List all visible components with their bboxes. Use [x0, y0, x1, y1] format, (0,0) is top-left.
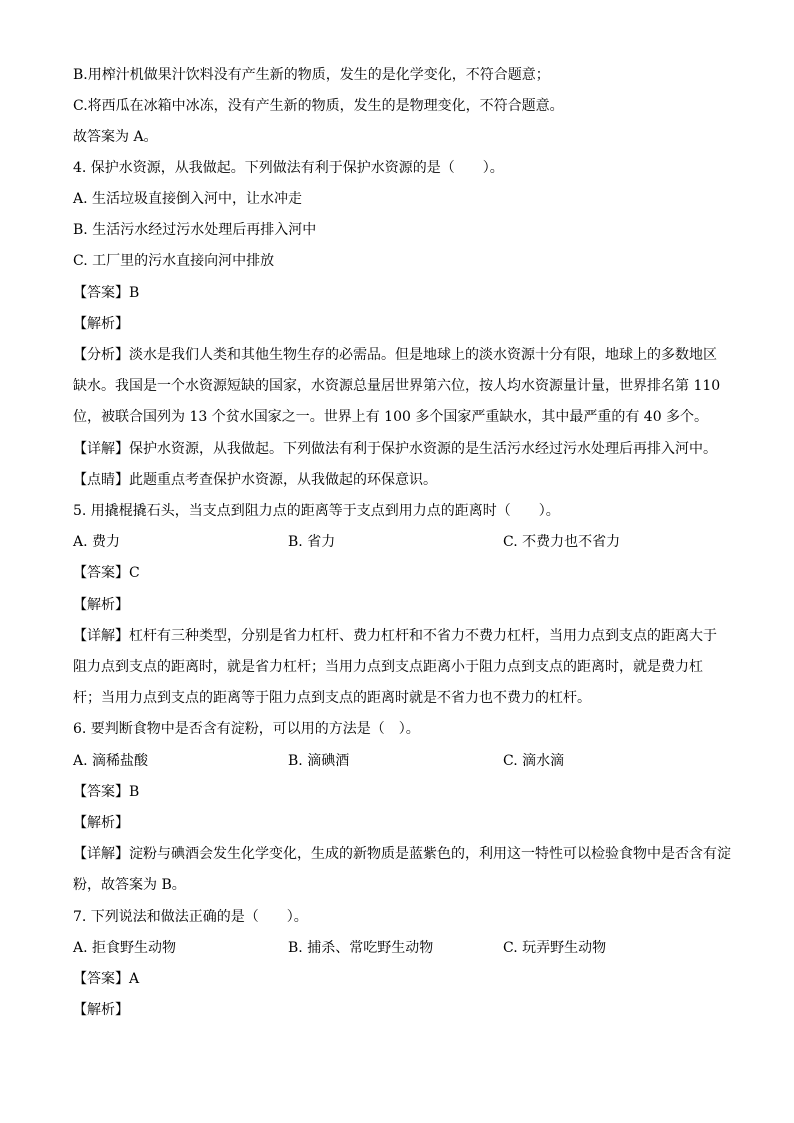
option-c: C. 不费力也不省力: [503, 534, 621, 550]
answer-label: 【答案】A: [73, 971, 140, 987]
question-6: 6. 要判断食物中是否含有淀粉，可以用的方法是（ ）。: [73, 721, 420, 737]
option-a: A. 滴稀盐酸: [73, 753, 149, 769]
text-line: 杆；当用力点到支点的距离等于阻力点到支点的距离时就是不省力也不费力的杠杆。: [73, 690, 591, 706]
text-line: 缺水。我国是一个水资源短缺的国家，水资源总量居世界第六位，按人均水资源量计量，世界排名第 110: [73, 378, 721, 394]
text-line: 【点睛】此题重点考查保护水资源，从我做起的环保意识。: [73, 472, 437, 488]
text-line: 故答案为 A。: [73, 129, 158, 145]
options-row: [73, 531, 734, 553]
option-b: B. 生活污水经过污水处理后再排入河中: [73, 222, 317, 238]
option-c: C. 滴水滴: [503, 753, 565, 769]
text-line: 位，被联合国列为 13 个贫水国家之一。世界上有 100 多个国家严重缺水，其中最严重的有 40 多个。: [73, 409, 709, 425]
answer-label: 【答案】B: [73, 285, 140, 301]
analysis-label: 【解析】: [73, 1002, 129, 1018]
option-a: A. 费力: [73, 534, 121, 550]
answer-label: 【答案】B: [73, 784, 140, 800]
text-line: 【分析】淡水是我们人类和其他生物生存的必需品。但是地球上的淡水资源十分有限，地球上的多数地区: [73, 347, 717, 363]
text-line: 【详解】淀粉与碘酒会发生化学变化，生成的新物质是蓝紫色的，利用这一特性可以检验食物中是否含有淀: [73, 846, 731, 862]
question-7: 7. 下列说法和做法正确的是（ ）。: [73, 909, 308, 925]
option-b: B. 捕杀、常吃野生动物: [288, 940, 434, 956]
text-line: C.将西瓜在冰箱中冰冻，没有产生新的物质，发生的是物理变化，不符合题意。: [73, 98, 564, 114]
option-c: C. 工厂里的污水直接向河中排放: [73, 253, 275, 269]
analysis-label: 【解析】: [73, 316, 129, 332]
option-b: B. 滴碘酒: [288, 753, 350, 769]
option-c: C. 玩弄野生动物: [503, 940, 607, 956]
text-line: 粉，故答案为 B。: [73, 877, 186, 893]
option-a: A. 拒食野生动物: [73, 940, 177, 956]
question-5: 5. 用撬棍撬石头，当支点到阻力点的距离等于支点到用力点的距离时（ ）。: [73, 503, 560, 519]
option-b: B. 省力: [288, 534, 336, 550]
text-line: B.用榨汁机做果汁饮料没有产生新的物质，发生的是化学变化，不符合题意；: [73, 67, 550, 83]
text-line: 阻力点到支点的距离时，就是省力杠杆；当用力点到支点距离小于阻力点到支点的距离时，就是费力杠: [73, 659, 703, 675]
analysis-label: 【解析】: [73, 597, 129, 613]
option-a: A. 生活垃圾直接倒入河中，让水冲走: [73, 191, 303, 207]
text-line: 【详解】杠杆有三种类型，分别是省力杠杆、费力杠杆和不省力不费力杠杆，当用力点到支点的距离大于: [73, 628, 717, 644]
options-row: [73, 937, 734, 959]
options-row: [73, 750, 734, 772]
text-line: 【详解】保护水资源，从我做起。下列做法有利于保护水资源的是生活污水经过污水处理后再排入河中。: [73, 441, 717, 457]
analysis-label: 【解析】: [73, 815, 129, 831]
question-4: 4. 保护水资源，从我做起。下列做法有利于保护水资源的是（ ）。: [73, 160, 504, 176]
answer-label: 【答案】C: [73, 565, 140, 581]
